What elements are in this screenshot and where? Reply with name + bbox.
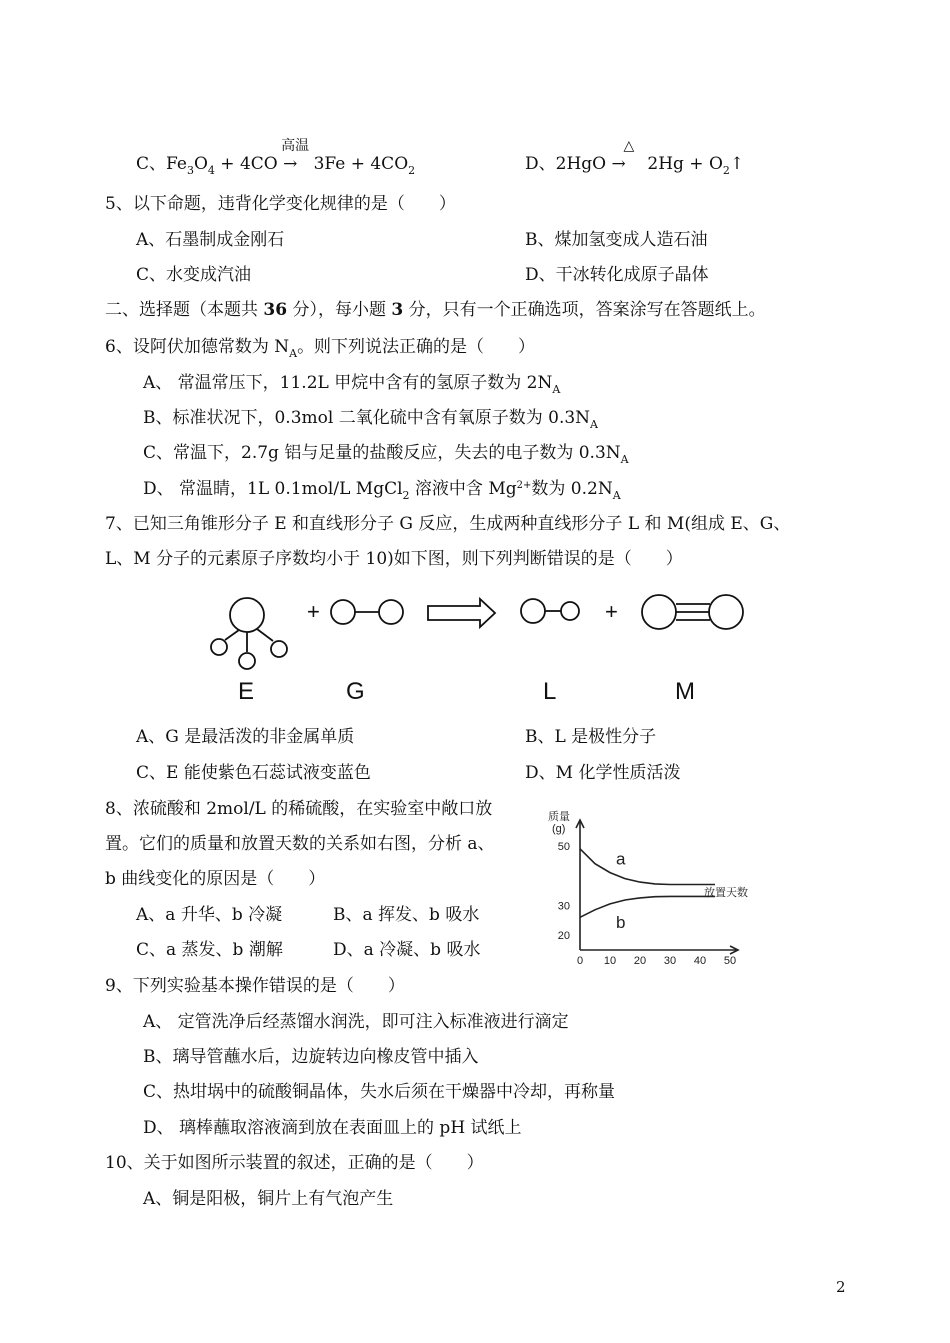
x-axis-label: 放置天数 <box>704 887 748 899</box>
y-tick-label: 30 <box>557 900 570 913</box>
series-label-a: a <box>616 849 626 869</box>
q7-option-d: D、M 化学性质活泼 <box>525 763 681 783</box>
q4-option-d: D、2HgO △ → $2Hg + O_2↑$ <box>525 138 745 177</box>
reaction-arrow: 高温 → <box>281 138 310 174</box>
label-g: G <box>346 678 365 705</box>
q4-option-c: C、$Fe_3O_4 + 4CO$ 高温 → $3Fe + 4CO_2$ <box>136 138 416 177</box>
q5-option-b: B、煤加氢变成人造石油 <box>525 230 708 250</box>
q9-option-b: B、璃导管蘸水后，边旋转边向橡皮管中插入 <box>143 1047 479 1067</box>
q8-option-a: A、a 升华、b 冷凝 <box>136 905 283 925</box>
x-tick-label: 30 <box>663 955 677 967</box>
q8-option-b: B、a 挥发、b 吸水 <box>333 905 480 925</box>
reaction-arrow: △ → <box>611 138 635 174</box>
q5-option-d: D、干冰转化成原子晶体 <box>525 265 709 285</box>
y-axis-label: (g) <box>552 823 566 835</box>
label-e: E <box>238 678 255 705</box>
q7-stem-line1: 7、已知三角锥形分子 E 和直线形分子 G 反应，生成两种直线形分子 L 和 M(组成 E、G、 <box>105 514 791 534</box>
molecule-l <box>521 599 579 623</box>
q8-stem-line2: 置。它们的质量和放置天数的关系如右图，分析 a、 <box>105 834 495 854</box>
q10-option-a: A、铜是阳极，铜片上有气泡产生 <box>143 1189 394 1209</box>
page-number: 2 <box>836 1278 846 1296</box>
q7-option-c: C、E 能使紫色石蕊试液变蓝色 <box>136 763 371 783</box>
molecule-g <box>331 600 403 624</box>
y-axis-label: 质量 <box>548 811 570 823</box>
q8-stem-line1: 8、浓硫酸和 2mol/L 的稀硫酸，在实验室中敞口放 <box>105 799 493 819</box>
q5-option-c: C、水变成汽油 <box>136 265 252 285</box>
label-m: M <box>675 678 695 705</box>
x-tick-label: 40 <box>693 955 707 967</box>
q8-option-c: C、a 蒸发、b 潮解 <box>136 940 283 960</box>
q6-stem: 6、设阿伏加德常数为 $N_A$。则下列说法正确的是（ ） <box>105 337 536 360</box>
q6-option-b: B、标准状况下，0.3mol 二氧化硫中含有氧原子数为 $0.3N_A$ <box>143 408 598 431</box>
q9-option-d: D、 璃棒蘸取溶液滴到放在表面皿上的 pH 试纸上 <box>143 1118 522 1138</box>
x-tick-label: 50 <box>723 955 737 967</box>
molecule-e <box>211 598 287 669</box>
q6-option-d: D、 常温睛，1L 0.1mol/L MgCl$_2$ 溶液中含 $Mg^{2+}$数为 $0.2N_A$ <box>143 479 621 502</box>
series-line-b <box>580 896 715 917</box>
label-l: L <box>543 678 557 705</box>
q10-stem: 10、关于如图所示装置的叙述，正确的是（ ） <box>105 1153 484 1173</box>
q7-stem-line2: L、M 分子的元素原子序数均小于 10)如下图，则下列判断错误的是（ ） <box>105 549 683 569</box>
x-tick-label: 0 <box>576 955 584 967</box>
section-2-header: 二、选择题（本题共 36 分），每小题 3 分，只有一个正确选项，答案涂写在答题纸上。 <box>105 300 766 320</box>
series-line-a <box>580 849 715 885</box>
reaction-arrow-icon <box>428 599 495 627</box>
q7-option-a: A、G 是最活泼的非金属单质 <box>136 727 355 747</box>
q9-option-a: A、 定管洗净后经蒸馏水润洗，即可注入标准液进行滴定 <box>143 1012 569 1032</box>
q7-option-b: B、L 是极性分子 <box>525 727 657 747</box>
x-tick-label: 20 <box>633 955 647 967</box>
q5-stem: 5、以下命题，违背化学变化规律的是（ ） <box>105 194 456 214</box>
y-tick-label: 20 <box>557 930 570 943</box>
q6-option-c: C、常温下，2.7g 铝与足量的盐酸反应，失去的电子数为 $0.3N_A$ <box>143 443 629 466</box>
q6-option-a: A、 常温常压下，11.2L 甲烷中含有的氢原子数为 $2N_A$ <box>143 373 561 396</box>
y-tick-label: 50 <box>557 840 570 853</box>
q5-option-a: A、石墨制成金刚石 <box>136 230 285 250</box>
series-label-b: b <box>616 912 626 932</box>
q8-option-d: D、a 冷凝、b 吸水 <box>333 940 481 960</box>
x-tick-label: 10 <box>603 955 617 967</box>
plus-sign-2: + <box>605 599 618 624</box>
molecule-diagram <box>195 585 755 685</box>
mass-vs-days-chart <box>540 808 750 968</box>
q9-stem: 9、下列实验基本操作错误的是（ ） <box>105 976 405 996</box>
plus-sign-1: + <box>307 599 320 624</box>
q8-stem-line3: b 曲线变化的原因是（ ） <box>105 869 326 889</box>
molecule-m <box>642 595 743 629</box>
q9-option-c: C、热坩埚中的硫酸铜晶体，失水后须在干燥器中冷却，再称量 <box>143 1082 616 1102</box>
